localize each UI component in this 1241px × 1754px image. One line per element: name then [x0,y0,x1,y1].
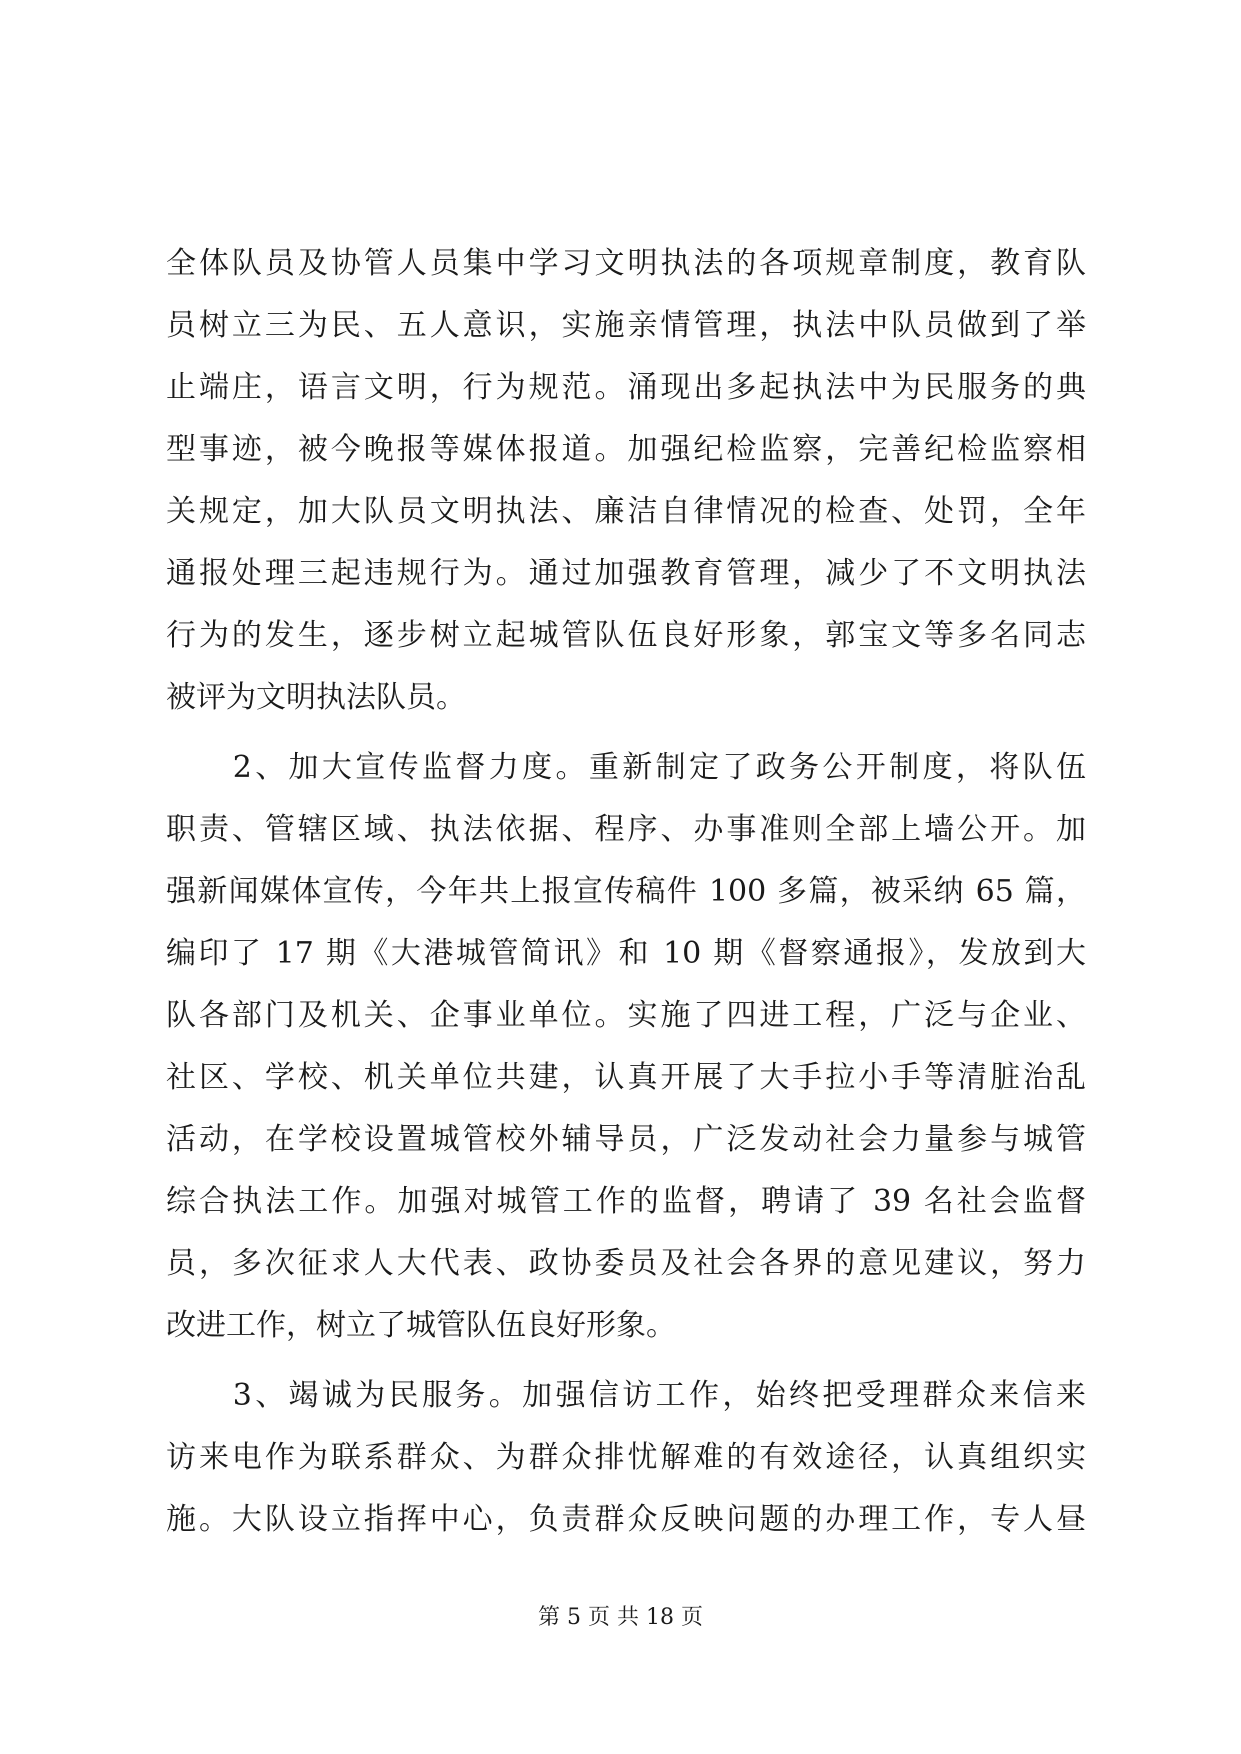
paragraph-3 [166,1365,1086,1551]
text-line: 型事迹，被今晚报等媒体报道。加强纪检监察，完善纪检监察相 [166,432,1086,467]
text-line: 通报处理三起违规行为。通过加强教育管理，减少了不文明执法 [166,556,1086,591]
text-line: 3、竭诚为民服务。加强信访工作，始终把受理群众来信来 [166,1378,1086,1413]
document-body [166,233,1086,1551]
text-line: 职责、管辖区域、执法依据、程序、办事准则全部上墙公开。加 [166,812,1086,847]
paragraph-1 [166,233,1086,729]
page-number: 第 5 页 共 18 页 [538,1605,703,1630]
text-line: 社区、学校、机关单位共建，认真开展了大手拉小手等清脏治乱 [166,1060,1086,1095]
text-line: 全体队员及协管人员集中学习文明执法的各项规章制度，教育队 [166,246,1086,281]
text-line: 访来电作为联系群众、为群众排忧解难的有效途径，认真组织实 [166,1440,1086,1475]
text-line: 施。大队设立指挥中心，负责群众反映问题的办理工作，专人昼 [166,1502,1086,1537]
text-line: 关规定，加大队员文明执法、廉洁自律情况的检查、处罚，全年 [166,494,1086,529]
text-line: 综合执法工作。加强对城管工作的监督，聘请了 39 名社会监督 [166,1184,1086,1219]
text-line: 止端庄，语言文明，行为规范。涌现出多起执法中为民服务的典 [166,370,1086,405]
text-line: 编印了 17 期《大港城管简讯》和 10 期《督察通报》，发放到大 [166,936,1086,971]
text-line: 强新闻媒体宣传，今年共上报宣传稿件 100 多篇，被采纳 65 篇， [166,874,1086,909]
text-line: 2、加大宣传监督力度。重新制定了政务公开制度，将队伍 [166,750,1086,785]
text-line: 员树立三为民、五人意识，实施亲情管理，执法中队员做到了举 [166,308,1086,343]
page-footer [0,1600,1241,1631]
text-line: 改进工作，树立了城管队伍良好形象。 [166,1308,676,1343]
text-line: 队各部门及机关、企事业单位。实施了四进工程，广泛与企业、 [166,998,1086,1033]
text-line: 行为的发生，逐步树立起城管队伍良好形象，郭宝文等多名同志 [166,618,1086,653]
text-line: 员，多次征求人大代表、政协委员及社会各界的意见建议，努力 [166,1246,1086,1281]
paragraph-2 [166,737,1086,1357]
text-line: 被评为文明执法队员。 [166,680,466,715]
text-line: 活动，在学校设置城管校外辅导员，广泛发动社会力量参与城管 [166,1122,1086,1157]
